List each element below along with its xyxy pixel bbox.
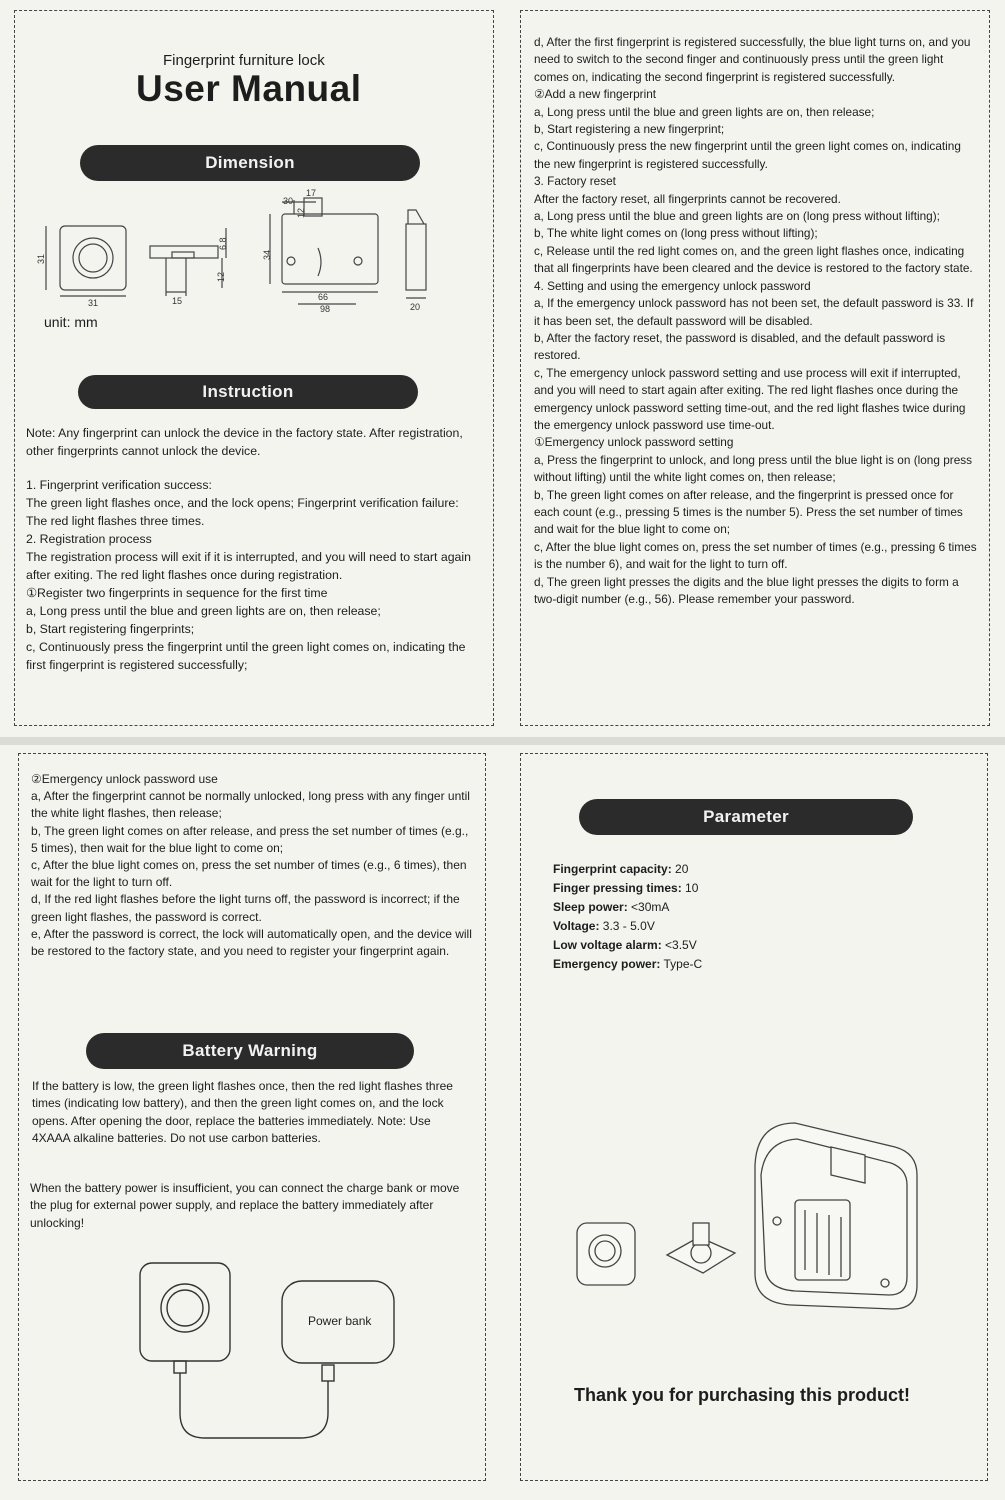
- parameter-row: [553, 936, 973, 955]
- thank-you-message: Thank you for purchasing this product!: [574, 1385, 911, 1405]
- dim-label: 34: [262, 249, 272, 260]
- dim-label: 12: [296, 207, 306, 218]
- parameter-value: <30mA: [627, 900, 670, 914]
- step-item: c, The emergency unlock password setting and use process will exit if interrupted, and you will need to start again after exiting. The red light flashes once during the emergency unlock password setting time-out, and the red light flashes twice during the emergency unlock password use time-out.: [534, 365, 966, 432]
- parameter-heading: Parameter: [579, 799, 913, 835]
- parameter-row: [553, 860, 973, 879]
- parameter-label: Voltage:: [553, 919, 600, 933]
- step-item: b, Start registering a new fingerprint;: [534, 122, 725, 137]
- lock-sensor-outline: [140, 1263, 230, 1361]
- paragraph: ①Register two fingerprints in sequence for the first time: [26, 586, 328, 600]
- step-item: a, Long press until the blue and green lights are on (long press without lifting);: [534, 209, 940, 224]
- paragraph: The registration process will exit if it is interrupted, and you will need to start again after exiting. The red light flashes once during registration.: [26, 550, 471, 582]
- parameter-value: Type-C: [660, 957, 703, 971]
- step-item: b, After the factory reset, the password is disabled, and the default password is restored.: [534, 330, 946, 363]
- parameter-label: Sleep power:: [553, 900, 628, 914]
- step-item: d, If the red light flashes before the light turns off, the password is incorrect; if the green light flashes, the password is correct.: [31, 892, 460, 924]
- bottom-sheet: [0, 745, 1005, 1500]
- product-name: Fingerprint furniture lock: [163, 52, 325, 69]
- section-heading: ②Emergency unlock password use: [31, 772, 218, 786]
- parameter-value: 3.3 - 5.0V: [599, 919, 655, 933]
- section-heading: 2. Registration process: [26, 532, 152, 546]
- parameter-row: [553, 898, 973, 917]
- battery-warning-heading: Battery Warning: [86, 1033, 414, 1069]
- step-item: e, After the password is correct, the lock will automatically open, and the device will be restored to the factory state, and you need to register your fingerprint again.: [31, 926, 472, 959]
- parameter-value: 20: [671, 862, 689, 876]
- step-item: a, After the fingerprint cannot be normally unlocked, long press with any finger until the white light flashes, then release;: [31, 789, 470, 821]
- paragraph: After the factory reset, all fingerprints cannot be recovered.: [534, 191, 841, 206]
- parameter-list: [553, 860, 973, 974]
- dim-label: 15: [172, 296, 183, 306]
- parameter-label: Fingerprint capacity:: [553, 862, 672, 876]
- section-heading: ②Add a new fingerprint: [534, 87, 657, 102]
- step-item: c, Continuously press the new fingerprint until the green light comes on, indicating the new fingerprint is registered successfully.: [534, 139, 961, 171]
- dimension-heading: Dimension: [80, 145, 420, 181]
- step-item: a, If the emergency unlock password has not been set, the default password is 33. If it has been set, the default password will be disabled.: [534, 296, 974, 328]
- step-item: b, The green light comes on after release, and press the set number of times (e.g., 5 times), then wait for the blue light to come on;: [31, 823, 469, 855]
- power-bank-diagram: [130, 1253, 410, 1463]
- power-bank-label: Power bank: [308, 1314, 372, 1328]
- step-item: c, After the blue light comes on, press the set number of times (e.g., pressing 6 times is the number 6), and wait for the light to turn off.: [534, 539, 977, 572]
- parameter-value: 10: [681, 881, 699, 895]
- parameter-row: [553, 879, 973, 898]
- instruction-text: [26, 424, 478, 674]
- step-item: b, The white light comes on (long press without lifting);: [534, 226, 818, 241]
- side-profile-outline: [406, 224, 426, 290]
- manual-title: User Manual: [136, 68, 362, 109]
- dim-label: 30: [283, 196, 294, 206]
- unit-label: unit: mm: [44, 314, 98, 330]
- step-item: c, Continuously press the fingerprint until the green light comes on, indicating the first fingerprint is registered successfully;: [26, 640, 466, 672]
- dim-label: 6.8: [218, 237, 228, 250]
- section-heading: ①Emergency unlock password setting: [534, 435, 734, 450]
- parameter-label: Emergency power:: [553, 957, 661, 971]
- note-paragraph: Note: Any fingerprint can unlock the device in the factory state. After registration, other fingerprints cannot unlock the device.: [26, 426, 463, 458]
- step-item: b, Start registering fingerprints;: [26, 622, 195, 636]
- step-item: d, After the first fingerprint is registered successfully, the blue light turns on, and you need to switch to the second finger and continuously press until the green light comes on, indicating the second fingerprint is registered successfully.: [534, 35, 971, 84]
- step-item: c, Release until the red light comes on, and the green light flashes once, indicating that all fingerprints have been cleared and the device is restored to the factory state.: [534, 243, 973, 276]
- step-item: b, The green light comes on after release, and the fingerprint is pressed once for each count (e.g., pressing 5 times is the number 5). Press the set number of times and wait for the blue light to come on;: [534, 487, 963, 537]
- dim-label: 31: [36, 253, 46, 264]
- dim-label: 66: [318, 292, 329, 302]
- dim-label: 31: [88, 298, 99, 308]
- top-sheet: [0, 0, 1005, 737]
- dimension-diagram: [36, 188, 436, 313]
- step-item: a, Press the fingerprint to unlock, and long press until the blue light is on (long press without lifting) until the white light comes on, then release;: [534, 452, 973, 485]
- parameter-label: Low voltage alarm:: [553, 938, 662, 952]
- parameter-value: <3.5V: [661, 938, 697, 952]
- section-heading: 4. Setting and using the emergency unlock password: [534, 278, 811, 293]
- instruction-continued: [534, 34, 978, 608]
- battery-insufficient-text: When the battery power is insufficient, you can connect the charge bank or move the plug for external power supply, and replace the battery immediately after unlocking!: [30, 1181, 460, 1230]
- step-item: a, Long press until the blue and green lights are on, then release;: [534, 104, 875, 119]
- dim-label: 12: [216, 271, 226, 282]
- parameter-label: Finger pressing times:: [553, 881, 682, 895]
- step-item: c, After the blue light comes on, press the set number of times (e.g., 6 times), then wait for the light to turn off.: [31, 858, 467, 890]
- product-illustration: [565, 1105, 965, 1330]
- parameter-row: [553, 917, 973, 936]
- step-item: a, Long press until the blue and green lights are on, then release;: [26, 604, 381, 618]
- dim-label: 17: [306, 188, 317, 198]
- dim-label: 20: [410, 302, 421, 312]
- password-use-text: [31, 771, 473, 960]
- section-heading: 3. Factory reset: [534, 174, 616, 189]
- section-heading: 1. Fingerprint verification success:: [26, 478, 212, 492]
- battery-warning-text: If the battery is low, the green light flashes once, then the red light flashes three times (indicating low battery), and then the green light comes on, and the lock opens. After opening the door, replace the batteries immediately. Note: Use 4XAAA alkaline batteries. Do not use carbon batteries.: [32, 1079, 453, 1146]
- latch-bolt: [304, 198, 322, 216]
- front-view-outline: [60, 226, 126, 290]
- lock-body-outline: [282, 214, 378, 284]
- step-item: d, The green light presses the digits and the blue light presses the digits to form a two-digit number (e.g., 56). Please remember your password.: [534, 574, 959, 606]
- paragraph: The green light flashes once, and the lock opens; Fingerprint verification failure: The red light flashes three times.: [26, 496, 459, 528]
- instruction-heading: Instruction: [78, 375, 418, 409]
- dim-label: 98: [320, 304, 331, 313]
- parameter-row: [553, 955, 973, 974]
